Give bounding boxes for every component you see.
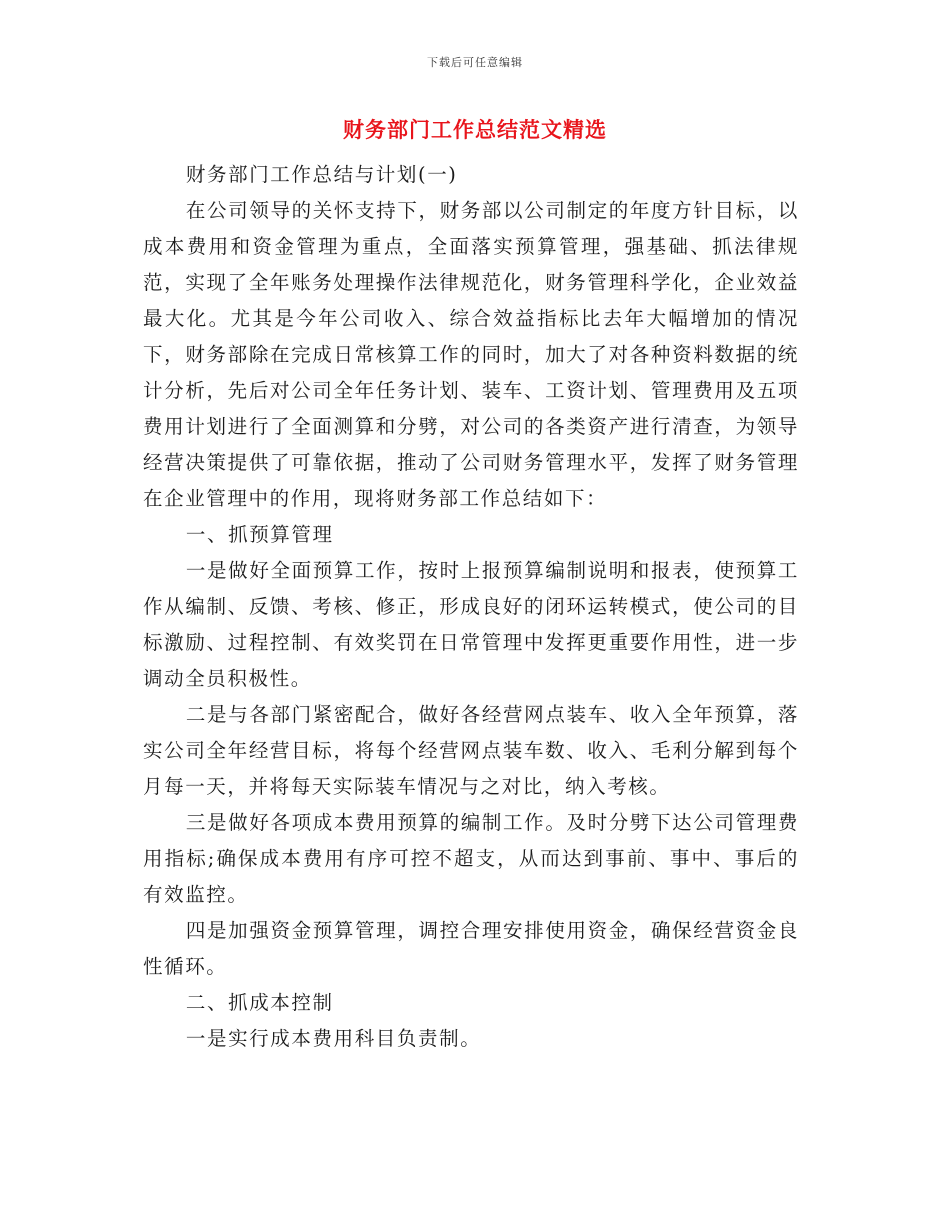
document-title: 财务部门工作总结范文精选 <box>343 118 607 142</box>
budget-item-2: 二是与各部门紧密配合，做好各经营网点装车、收入全年预算，落实公司全年经营目标，将每个经营网点装车数、收入、毛利分解到每个月每一天，并将每天实际装车情况与之对比，纳入考核。 <box>143 703 799 798</box>
section-subtitle: 财务部门工作总结与计划(一) <box>185 163 458 186</box>
budget-item-1: 一是做好全面预算工作，按时上报预算编制说明和报表，使预算工作从编制、反馈、考核、修正，形成良好的闭环运转模式，使公司的目标激励、过程控制、有效奖罚在日常管理中发挥更重要作用性，进一步调动全员积极性。 <box>143 559 799 690</box>
page-header-note: 下载后可任意编辑 <box>427 56 523 69</box>
intro-paragraph: 在公司领导的关怀支持下，财务部以公司制定的年度方针目标，以成本费用和资金管理为重点，全面落实预算管理，强基础、抓法律规范，实现了全年账务处理操作法律规范化，财务管理科学化，企业效益最大化。尤其是今年公司收入、综合效益指标比去年大幅增加的情况下，财务部除在完成日常核算工作的同时，加大了对各种资料数据的统计分析，先后对公司全年任务计划、装车、工资计划、管理费用及五项费用计划进行了全面测算和分劈，对公司的各类资产进行清查，为领导经营决策提供了可靠依据，推动了公司财务管理水平，发挥了财务管理在企业管理中的作用，现将财务部工作总结如下： <box>143 199 799 510</box>
document-body <box>143 157 799 1057</box>
section-heading-budget: 一、抓预算管理 <box>185 523 334 546</box>
section-heading-cost: 二、抓成本控制 <box>185 991 334 1014</box>
budget-item-3: 三是做好各项成本费用预算的编制工作。及时分劈下达公司管理费用指标;确保成本费用有序可控不超支，从而达到事前、事中、事后的有效监控。 <box>143 811 799 906</box>
cost-item-1: 一是实行成本费用科目负责制。 <box>185 1027 482 1050</box>
budget-item-4: 四是加强资金预算管理，调控合理安排使用资金，确保经营资金良性循环。 <box>143 919 799 978</box>
